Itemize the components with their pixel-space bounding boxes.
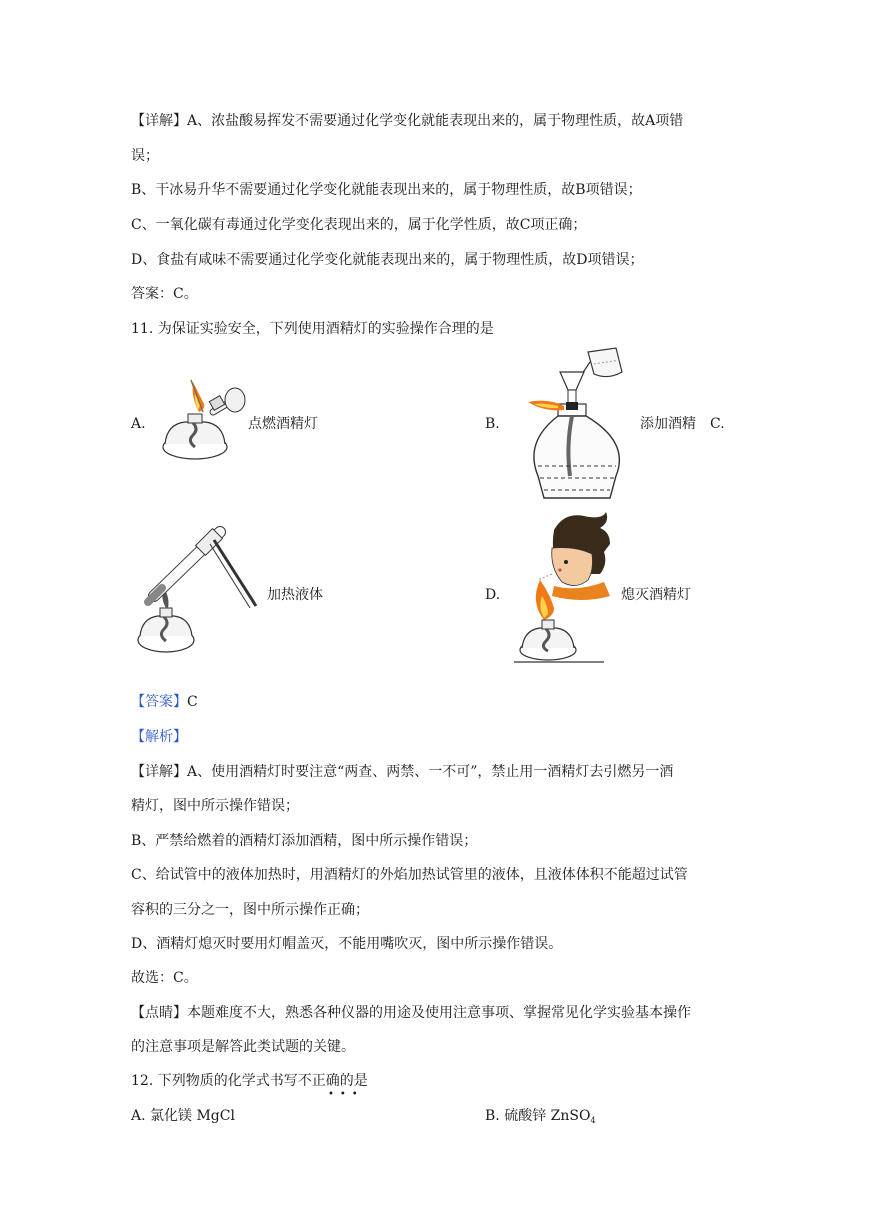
question-11-stem: 11. 为保证实验安全，下列使用酒精灯的实验操作合理的是: [131, 321, 494, 337]
extinguishing-lamp-figure: [514, 510, 624, 668]
answer-row: [131, 692, 198, 712]
detail-line-4: C、一氧化碳有毒通过化学变化表现出来的，属于化学性质，故C项正确；: [131, 217, 587, 233]
option-d-letter: D.: [485, 587, 501, 603]
detail-line-3: B、干冰易升华不需要通过化学变化就能表现出来的，属于物理性质，故B项错误；: [131, 182, 642, 198]
comment-line-1: 【点睛】本题难度不大，熟悉各种仪器的用途及使用注意事项、掌握常见化学实验基本操作: [131, 1005, 691, 1021]
option-b-letter: B.: [485, 416, 500, 432]
option-b-caption: 添加酒精: [640, 416, 696, 432]
option-a-caption: 点燃酒精灯: [248, 416, 318, 432]
analysis-line-1: 【详解】A、使用酒精灯时要注意“两查、两禁、一不可”，禁止用一酒精灯去引燃另一酒: [131, 764, 674, 780]
heating-liquid-figure: [132, 522, 272, 662]
q12-option-b: [485, 1106, 596, 1131]
option-a-letter: A.: [131, 416, 146, 432]
q12-option-b-subscript: 4: [590, 1116, 596, 1125]
analysis-line-5: 容积的三分之一，图中所示操作正确；: [131, 902, 369, 918]
comment-line-2: 的注意事项是解答此类试题的关键。: [131, 1039, 355, 1055]
choice-line: 故选：C。: [131, 970, 198, 986]
q12-option-b-text: B. 硫酸锌 ZnSO: [485, 1108, 591, 1124]
option-c-letter: C.: [710, 416, 725, 432]
analysis-line-4: C、给试管中的液体加热时，用酒精灯的外焰加热试管里的液体，且液体体积不能超过试管: [131, 867, 688, 883]
question-12-stem: 12. 下列物质的化学式书写不正确的是: [131, 1073, 368, 1089]
answer-value: C: [187, 694, 198, 710]
answer-line: 答案：C。: [131, 286, 198, 302]
analysis-line-2: 精灯，图中所示操作错误；: [131, 798, 299, 814]
answer-tag: 【答案】: [131, 694, 187, 710]
analysis-line-6: D、酒精灯熄灭时要用灯帽盖灭，不能用嘴吹灭，图中所示操作错误。: [131, 936, 563, 952]
adding-alcohol-figure: [518, 346, 648, 504]
detail-line-2: 误；: [131, 148, 159, 164]
analysis-tag: 【解析】: [131, 729, 187, 745]
option-d-caption: 熄灭酒精灯: [621, 587, 691, 603]
lighting-lamp-figure: [155, 372, 250, 467]
emphasis-dots: •••: [328, 1089, 364, 1100]
option-c-caption: 加热液体: [267, 587, 323, 603]
detail-line-1: 【详解】A、浓盐酸易挥发不需要通过化学变化就能表现出来的，属于物理性质，故A项错: [131, 113, 684, 129]
q12-option-a: A. 氯化镁 MgCl: [131, 1108, 235, 1124]
detail-line-5: D、食盐有咸味不需要通过化学变化就能表现出来的，属于物理性质，故D项错误；: [131, 252, 644, 268]
analysis-line-3: B、严禁给燃着的酒精灯添加酒精，图中所示操作错误；: [131, 833, 478, 849]
